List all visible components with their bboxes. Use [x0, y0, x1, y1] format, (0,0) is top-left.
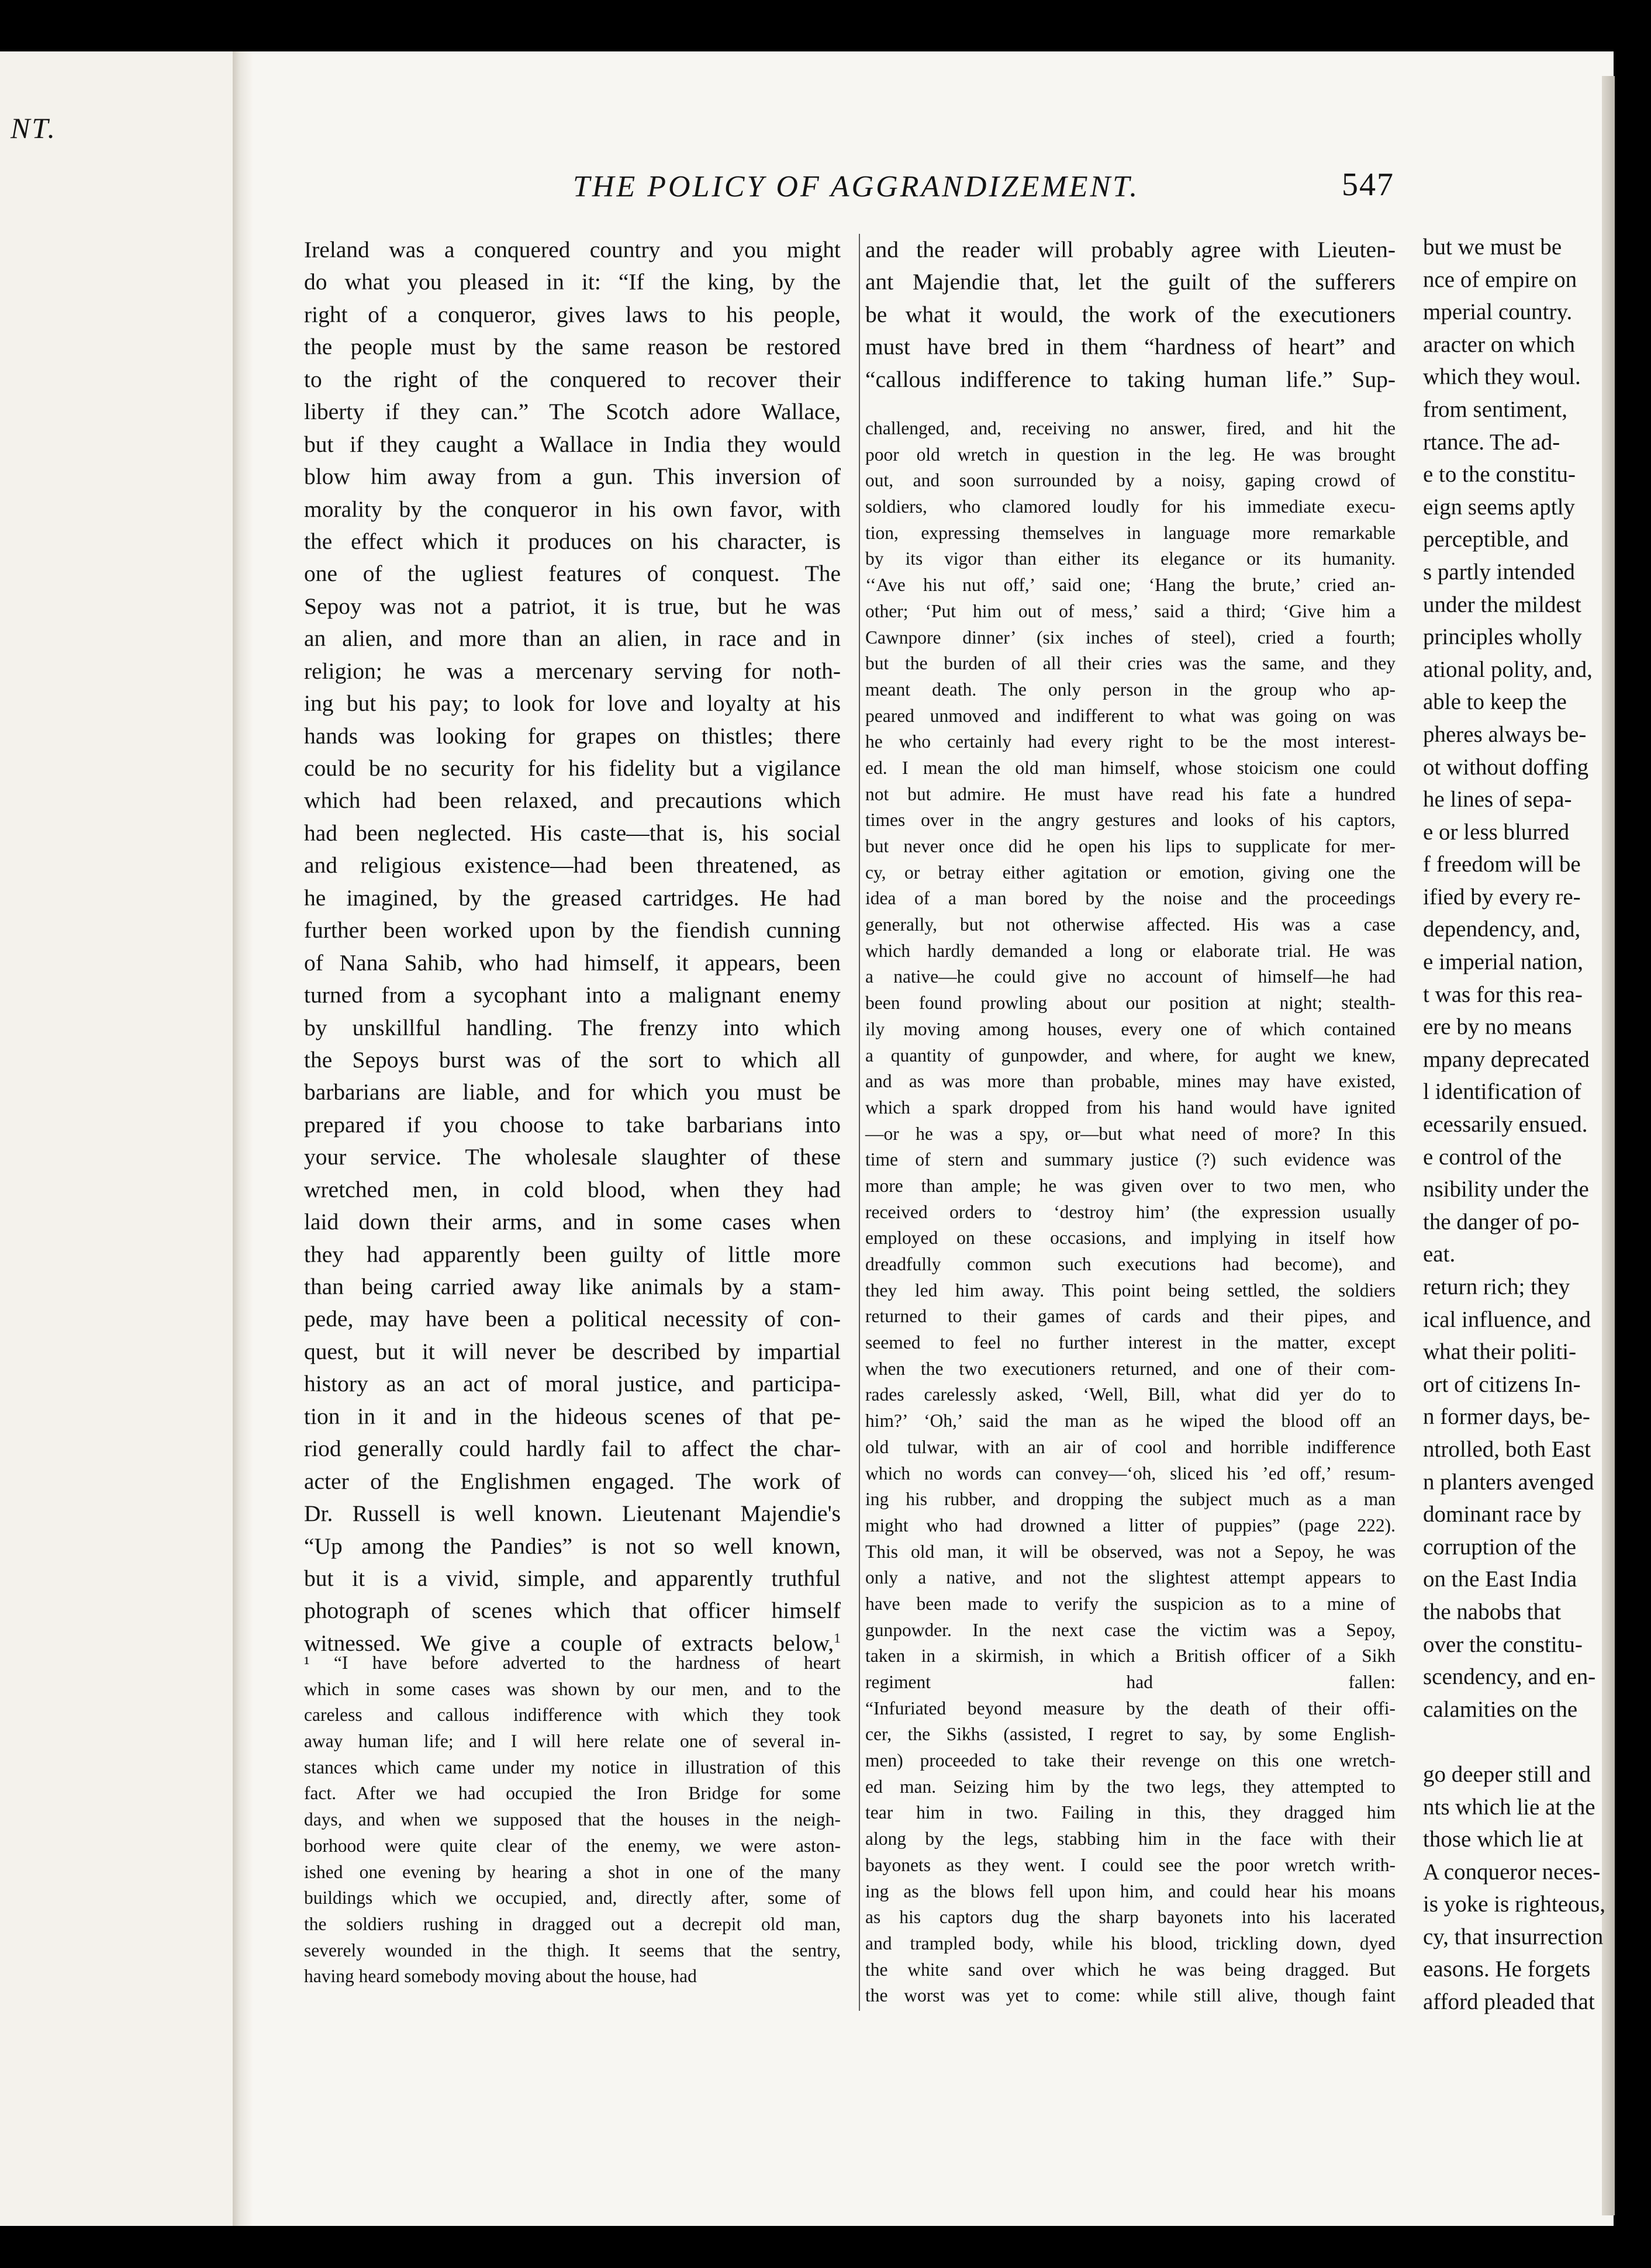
footnote-line: and trampled body, while his blood, trickling down, dyed — [865, 1932, 1396, 1954]
footnote-line: along by the legs, stabbing him in the face with their — [865, 1828, 1396, 1849]
body-line: the Sepoys burst was of the sort to which all — [304, 1046, 841, 1073]
footnote-line: cer, the Sikhs (assisted, I regret to say, by some English- — [865, 1724, 1396, 1745]
footnote-line: —or he was a spy, or—but what need of more? In this — [865, 1123, 1396, 1144]
body-line: Dr. Russell is well known. Lieutenant Majendie's — [304, 1501, 841, 1527]
footnote-line: might who had drowned a litter of puppies” (page 222). — [865, 1515, 1396, 1536]
footnote-line: dreadfully common such executions had become), and — [865, 1254, 1396, 1274]
footnote-line: other; ‘Put him out of mess,’ said a third; ‘Give him a — [865, 600, 1396, 621]
left-page-line: eign seems aptly — [1423, 494, 1575, 520]
body-line: could be no security for his fidelity but a vigilance — [304, 755, 841, 781]
column-2-footnote — [865, 416, 1396, 2009]
body-line: must have bred in them “hardness of heart” and — [865, 334, 1396, 360]
left-page-line: what their politi- — [1423, 1339, 1577, 1365]
footnote-line: men) proceeded to take their revenge on this one wretch- — [865, 1750, 1396, 1771]
footnote-line: taken in a skirmish, in which a British officer of a Sikh — [865, 1645, 1396, 1667]
column-1-body — [304, 234, 841, 1659]
footnote-line: idea of a man bored by the noise and the proceedings — [865, 888, 1396, 909]
footnote-line: ing his rubber, and dropping the subject much as a man — [865, 1489, 1396, 1510]
body-line: barbarians are liable, and for which you must be — [304, 1079, 841, 1105]
left-page-line: ecessarily ensued. — [1423, 1112, 1588, 1138]
left-page-line: those which lie at — [1423, 1827, 1584, 1852]
left-page-line: n planters avenged — [1423, 1469, 1594, 1495]
left-facing-page — [0, 51, 233, 2226]
left-page-line: perceptible, and — [1423, 527, 1569, 552]
left-page-line: ere by no means — [1423, 1014, 1572, 1040]
column-rule — [859, 234, 860, 2011]
left-page-line: the danger of po- — [1423, 1209, 1580, 1235]
left-page-line: mperial country. — [1423, 299, 1573, 325]
body-line: wretched men, in cold blood, when they had — [304, 1176, 841, 1202]
body-line: “Up among the Pandies” is not so well known, — [304, 1533, 841, 1559]
left-page-line: is yoke is righteous, — [1423, 1892, 1605, 1917]
footnote-line: “Infuriated beyond measure by the death of their offi- — [865, 1697, 1396, 1719]
body-line: one of the ugliest features of conquest. The — [304, 561, 841, 587]
left-page-line: corruption of the — [1423, 1534, 1577, 1560]
footnote-line: as his captors dug the sharp bayonets into his lacerated — [865, 1907, 1396, 1928]
footnote-line: regiment had fallen: — [865, 1672, 1396, 1692]
left-page-line: ntrolled, both East — [1423, 1436, 1591, 1462]
footnote-line: ing as the blows fell upon him, and could hear his moans — [865, 1880, 1396, 1901]
left-page-line: pheres always be- — [1423, 721, 1587, 747]
body-line: your service. The wholesale slaughter of these — [304, 1144, 841, 1170]
body-line: to the right of the conquered to recover their — [304, 366, 841, 392]
footnote-line: This old man, it will be observed, was not a Sepoy, he was — [865, 1541, 1396, 1562]
footnote-line: cy, or betray either agitation or emotion, giving one the — [865, 862, 1396, 883]
footnote-line: which hardly demanded a long or elaborate trial. He was — [865, 940, 1396, 961]
footnote-line: the white sand over which he was being dragged. But — [865, 1959, 1396, 1980]
left-page-line: the nabobs that — [1423, 1599, 1562, 1624]
left-page-line: principles wholly — [1423, 624, 1582, 650]
left-page-line: which they woul. — [1423, 364, 1581, 390]
footnote-line: a native—he could give no account of himself—he had — [865, 966, 1396, 987]
body-line: liberty if they can.” The Scotch adore Wallace, — [304, 399, 841, 425]
body-line: “callous indifference to taking human life.” Sup- — [865, 366, 1396, 392]
footnote-line: times over in the angry gestures and looks of his captors, — [865, 810, 1396, 831]
left-page-line: ical influence, and — [1423, 1306, 1591, 1332]
footnote-line: ily moving among houses, every one of which contained — [865, 1018, 1396, 1039]
body-line: and the reader will probably agree with Lieuten- — [865, 237, 1396, 262]
body-line: hands was looking for grapes on thistles; there — [304, 722, 841, 749]
footnote-line: ed man. Seizing him by the two legs, they attempted to — [865, 1776, 1396, 1797]
footnote-line: time of stern and summary justice (?) such evidence was — [865, 1149, 1396, 1170]
body-line: the effect which it produces on his character, is — [304, 528, 841, 554]
left-page-line: e control of the — [1423, 1144, 1562, 1170]
left-page-line: on the East India — [1423, 1567, 1577, 1592]
footnote-line: careless and callous indifference with which they took — [304, 1705, 841, 1726]
left-page-line: eat. — [1423, 1242, 1456, 1267]
footnote-line: fact. After we had occupied the Iron Bridge for some — [304, 1783, 841, 1804]
footnote-line: only a native, and not the slightest attempt appears to — [865, 1567, 1396, 1588]
footnote-line: he who certainly had every right to be the most interest- — [865, 731, 1396, 752]
footnote-line: stances which came under my notice in illustration of this — [304, 1757, 841, 1778]
left-page-line: dominant race by — [1423, 1502, 1581, 1527]
body-line: acter of the Englishmen engaged. The work of — [304, 1468, 841, 1494]
footnote-line: which in some cases was shown by our men, and to the — [304, 1678, 841, 1699]
footnote-line: a quantity of gunpowder, and where, for aught we knew, — [865, 1045, 1396, 1066]
body-line: blow him away from a gun. This inversion of — [304, 464, 841, 490]
column-1-footnote — [304, 1650, 841, 1990]
left-page-line: nts which lie at the — [1423, 1794, 1595, 1820]
body-line: right of a conqueror, gives laws to his people, — [304, 301, 841, 327]
footnote-line: but never once did he open his lips to supplicate for mer- — [865, 836, 1396, 856]
left-page-line: easons. He forgets — [1423, 1956, 1591, 1982]
footnote-line: Cawnpore dinner’ (six inches of steel), cried a fourth; — [865, 627, 1396, 648]
left-page-running-head: NT. — [11, 112, 57, 144]
footnote-line: out, and soon surrounded by a noisy, gaping crowd of — [865, 470, 1396, 491]
left-page-line: ified by every re- — [1423, 884, 1581, 910]
body-line: they had apparently been guilty of little more — [304, 1241, 841, 1267]
body-line: riod generally could hardly fail to affect the char- — [304, 1436, 841, 1462]
footnote-line: peared unmoved and indifferent to what was going on was — [865, 705, 1396, 726]
left-page-line: nsibility under the — [1423, 1177, 1589, 1202]
footnote-line: the worst was yet to come: while still alive, though faint — [865, 1985, 1396, 2006]
footnote-line: by its vigor than either its elegance or its humanity. — [865, 548, 1396, 569]
left-page-text — [1423, 231, 1633, 2018]
body-line: ing but his pay; to look for love and loyalty at his — [304, 690, 841, 717]
body-line: laid down their arms, and in some cases when — [304, 1209, 841, 1235]
footnote-line: challenged, and, receiving no answer, fired, and hit the — [865, 418, 1396, 438]
left-page-line: calamities on the — [1423, 1696, 1578, 1722]
left-page-line: e or less blurred — [1423, 819, 1570, 845]
left-page-line — [1423, 1726, 1633, 1758]
footnote-line: rades carelessly asked, ‘Well, Bill, what did yer do to — [865, 1384, 1396, 1405]
footnote-line: which no words can convey—‘oh, sliced his ’ed off,’ resum- — [865, 1463, 1396, 1484]
footnote-line: ished one evening by hearing a shot in one of the many — [304, 1861, 841, 1882]
footnote-line: ed. I mean the old man himself, whose stoicism one could — [865, 757, 1396, 778]
left-page-line: n former days, be- — [1423, 1404, 1590, 1430]
left-page-line: under the mildest — [1423, 592, 1581, 617]
footnote-line: but the burden of all their cries was the same, and they — [865, 653, 1396, 674]
left-page-line: dependency, and, — [1423, 917, 1581, 942]
footnote-line: tion, expressing themselves in language more remarkable — [865, 522, 1396, 543]
footnote-line: seemed to feel no further interest in the matter, except — [865, 1332, 1396, 1353]
footnote-line: meant death. The only person in the group who ap- — [865, 679, 1396, 700]
running-title: THE POLICY OF AGGRANDIZEMENT. — [573, 170, 1140, 203]
body-line: be what it would, the work of the executioners — [865, 301, 1396, 327]
body-line: he imagined, by the greased cartridges. He had — [304, 884, 841, 911]
left-page-line: ort of citizens In- — [1423, 1371, 1581, 1397]
left-page-line: s partly intended — [1423, 559, 1575, 585]
footnote-line: which a spark dropped from his hand would have ignited — [865, 1097, 1396, 1118]
left-page-line: aracter on which — [1423, 331, 1575, 357]
left-page-line: afford pleaded that — [1423, 1989, 1595, 2015]
footnote-line: have been made to verify the suspicion as to a mine of — [865, 1593, 1396, 1614]
footnote-line: the soldiers rushing in dragged out a decrepit old man, — [304, 1913, 841, 1934]
binding-gutter — [233, 51, 253, 2226]
footnote-line: and as was more than probable, mines may have existed, — [865, 1071, 1396, 1092]
left-page-line: ational polity, and, — [1423, 656, 1593, 682]
left-page-line: able to keep the — [1423, 689, 1567, 715]
footnote-line: when the two executioners returned, and one of their com- — [865, 1358, 1396, 1379]
footnote-line: they led him away. This point being settled, the soldiers — [865, 1280, 1396, 1301]
left-page-line: mpany deprecated — [1423, 1046, 1590, 1072]
footnote-line: been found prowling about our position at night; stealth- — [865, 993, 1396, 1014]
footnote-line: soldiers, who clamored loudly for his immediate execu- — [865, 496, 1396, 517]
left-page-line: t was for this rea- — [1423, 981, 1583, 1007]
body-line: Ireland was a conquered country and you might — [304, 237, 841, 262]
left-page-line: cy, that insurrection — [1423, 1924, 1604, 1949]
footnote-line: away human life; and I will here relate one of several in- — [304, 1731, 841, 1752]
left-page-line: scendency, and en- — [1423, 1664, 1596, 1690]
body-line: which had been relaxed, and precautions which — [304, 787, 841, 814]
body-line: witnessed. We give a couple of extracts below,$^1$ — [304, 1630, 841, 1656]
left-page-line: A conqueror neces- — [1423, 1859, 1601, 1885]
footnote-line: generally, but not otherwise affected. His was a case — [865, 914, 1396, 935]
left-page-line: from sentiment, — [1423, 396, 1567, 422]
left-page-line: e to the constitu- — [1423, 462, 1576, 488]
body-line: quest, but it will never be described by impartial — [304, 1338, 841, 1364]
body-line: an alien, and more than an alien, in race and in — [304, 625, 841, 652]
footnote-line: severely wounded in the thigh. It seems that the sentry, — [304, 1939, 841, 1961]
footnote-line: having heard somebody moving about the house, had — [304, 1966, 697, 1987]
body-line: further been worked upon by the fiendish cunning — [304, 917, 841, 943]
footnote-line: ‘‘Ave his nut off,’ said one; ‘Hang the brute,’ cried an- — [865, 575, 1396, 596]
body-line: do what you pleased in it: “If the king, by the — [304, 269, 841, 295]
left-page-line: but we must be — [1423, 234, 1562, 260]
left-page-line: rtance. The ad- — [1423, 429, 1560, 455]
footnote-line: employed on these occasions, and implying in itself how — [865, 1228, 1396, 1249]
body-line: turned from a sycophant into a malignant enemy — [304, 982, 841, 1008]
footnote-line: received orders to ‘destroy him’ (the expression usually — [865, 1201, 1396, 1222]
footnote-line: not but admire. He must have read his fate a hundred — [865, 783, 1396, 804]
body-line: pede, may have been a political necessity of con- — [304, 1306, 841, 1332]
body-line: but it is a vivid, simple, and apparently truthful — [304, 1565, 841, 1591]
body-line: morality by the conqueror in his own favor, with — [304, 496, 841, 522]
footnote-line: returned to their games of cards and their pipes, and — [865, 1306, 1396, 1327]
footnote-line: tear him in two. Failing in this, they dragged him — [865, 1802, 1396, 1823]
left-page-line: e imperial nation, — [1423, 949, 1583, 975]
body-line: than being carried away like animals by a stam- — [304, 1274, 841, 1299]
body-line: and religious existence—had been threatened, as — [304, 852, 841, 879]
body-line: but if they caught a Wallace in India they would — [304, 431, 841, 457]
footnote-line: old tulwar, with an air of cool and horrible indifference — [865, 1436, 1396, 1457]
footnote-line: borhood were quite clear of the enemy, we were aston- — [304, 1835, 841, 1856]
footnote-line: poor old wretch in question in the leg. He was brought — [865, 444, 1396, 465]
footnote-line: him?’ ‘Oh,’ said the man as he wiped the blood off an — [865, 1410, 1396, 1432]
body-line: prepared if you choose to take barbarians into — [304, 1111, 841, 1138]
footnote-line: buildings which we occupied, and, directly after, some of — [304, 1887, 841, 1909]
left-page-line: return rich; they — [1423, 1274, 1570, 1299]
footnote-line: days, and when we supposed that the houses in the neigh- — [304, 1809, 841, 1830]
page-number: 547 — [1342, 167, 1394, 203]
footnote-line: ¹ “I have before adverted to the hardness of heart — [304, 1652, 841, 1673]
body-line: Sepoy was not a patriot, it is true, but he was — [304, 593, 841, 619]
body-line: photograph of scenes which that officer himself — [304, 1598, 841, 1624]
left-page-line: l identification of — [1423, 1079, 1581, 1105]
left-page-line: go deeper still and — [1423, 1761, 1591, 1787]
left-page-line: ot without doffing — [1423, 754, 1589, 780]
left-page-line: over the constitu- — [1423, 1631, 1583, 1657]
body-line: religion; he was a mercenary serving for noth- — [304, 658, 841, 684]
left-page-line: f freedom will be — [1423, 852, 1581, 877]
footnote-line: more than ample; he was given over to two men, who — [865, 1175, 1396, 1196]
body-line: the people must by the same reason be restored — [304, 334, 841, 360]
body-line: by unskillful handling. The frenzy into which — [304, 1014, 841, 1040]
footnote-line: bayonets as they went. I could see the poor wretch writh- — [865, 1854, 1396, 1875]
left-page-line: nce of empire on — [1423, 267, 1577, 292]
body-line: of Nana Sahib, who had himself, it appears, been — [304, 949, 841, 976]
body-line: tion in it and in the hideous scenes of that pe- — [304, 1403, 841, 1429]
footnote-line: gunpowder. In the next case the victim was a Sepoy, — [865, 1619, 1396, 1640]
left-page-line: he lines of sepa- — [1423, 787, 1572, 813]
column-2-body — [865, 234, 1396, 396]
body-line: history as an act of moral justice, and participa- — [304, 1371, 841, 1397]
body-line: had been neglected. His caste—that is, his social — [304, 820, 841, 846]
footnote-marker: 1 — [834, 1630, 841, 1646]
body-line: ant Majendie that, let the guilt of the sufferers — [865, 269, 1396, 295]
